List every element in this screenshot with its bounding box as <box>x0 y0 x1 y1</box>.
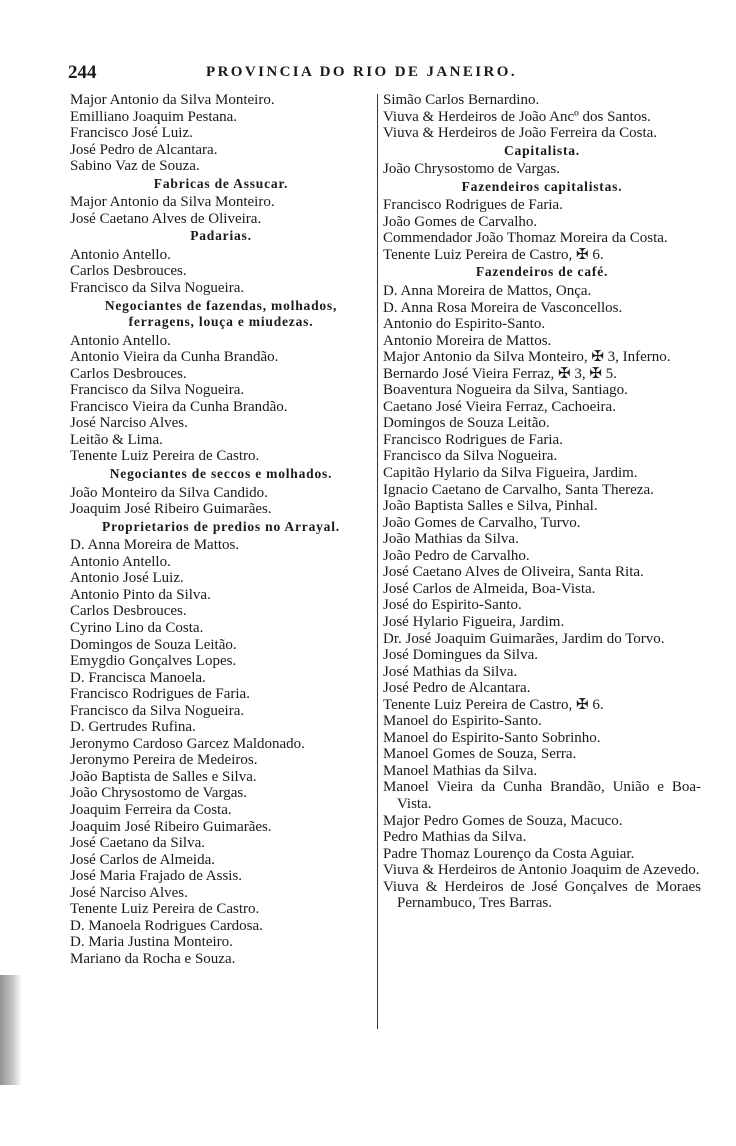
list-entry: D. Manoela Rodrigues Cardosa. <box>70 917 263 934</box>
list-entry: Padre Thomaz Lourenço da Costa Aguiar. <box>383 845 635 862</box>
list-entry: José Maria Frajado de Assis. <box>70 868 243 885</box>
right-column <box>383 92 701 912</box>
section-heading: Fazendeiros capitalistas. <box>461 178 623 194</box>
list-entry: João Baptista Salles e Silva, Pinhal. <box>383 498 598 515</box>
list-entry: Mariano da Rocha e Souza. <box>70 950 236 967</box>
list-entry: D. Maria Justina Monteiro. <box>70 934 233 951</box>
list-entry: Emilliano Joaquim Pestana. <box>70 108 238 125</box>
list-entry: José Pedro de Alcantara. <box>383 680 531 697</box>
list-entry: Antonio Moreira de Mattos. <box>383 332 552 349</box>
list-entry: João Mathias da Silva. <box>383 531 519 548</box>
section-heading: Proprietarios de predios no Arrayal. <box>102 518 340 534</box>
list-entry: Francisco Vieira da Cunha Brandão. <box>70 398 288 415</box>
list-entry: Francisco da Silva Nogueira. <box>383 448 558 465</box>
list-entry: José Carlos de Almeida. <box>70 851 215 868</box>
list-entry: José Hylario Figueira, Jardim. <box>383 613 565 630</box>
list-entry: José Caetano da Silva. <box>70 835 205 852</box>
list-entry: Viuva & Herdeiros de Antonio Joaquim de Azevedo. <box>383 862 700 879</box>
list-entry: D. Gertrudes Rufina. <box>70 719 196 736</box>
list-entry: João Chrysostomo de Vargas. <box>70 785 247 802</box>
list-entry: Francisco Rodrigues de Faria. <box>70 686 250 703</box>
section-heading: Padarias. <box>190 228 252 244</box>
list-entry: Antonio do Espirito-Santo. <box>383 316 546 333</box>
list-entry: Carlos Desbrouces. <box>70 263 187 280</box>
list-entry: João Gomes de Carvalho, Turvo. <box>383 514 581 531</box>
left-column <box>70 92 372 967</box>
list-entry: José Mathias da Silva. <box>383 663 518 680</box>
list-entry: Major Antonio da Silva Monteiro. <box>70 194 275 211</box>
list-entry: Francisco Rodrigues de Faria. <box>383 197 563 214</box>
list-entry: José Carlos de Almeida, Boa-Vista. <box>383 580 596 597</box>
list-entry: Leitão & Lima. <box>70 431 163 448</box>
list-entry: D. Francisca Manoela. <box>70 669 206 686</box>
list-entry: José Caetano Alves de Oliveira, Santa Rita. <box>383 564 644 581</box>
list-entry: José Caetano Alves de Oliveira. <box>70 210 262 227</box>
list-entry: Tenente Luiz Pereira de Castro, ✠ 6. <box>383 246 604 263</box>
list-entry: Carlos Desbrouces. <box>70 603 187 620</box>
list-entry: Bernardo José Vieira Ferraz, ✠ 3, ✠ 5. <box>383 365 617 382</box>
list-entry: Francisco da Silva Nogueira. <box>70 702 245 719</box>
list-entry: Major Antonio da Silva Monteiro. <box>70 92 275 108</box>
list-entry: Manoel Vieira da Cunha Brandão, União e Boa-Vista. <box>383 779 701 812</box>
list-entry: Joaquim José Ribeiro Guimarães. <box>70 818 272 835</box>
list-entry: José Pedro de Alcantara. <box>70 141 218 158</box>
list-entry: D. Anna Rosa Moreira de Vasconcellos. <box>383 299 623 316</box>
list-entry: Francisco Rodrigues de Faria. <box>383 431 563 448</box>
list-entry: Francisco José Luiz. <box>70 125 193 142</box>
list-entry: Domingos de Souza Leitão. <box>383 415 550 432</box>
list-entry: Antonio Antello. <box>70 553 171 570</box>
list-entry: Manoel do Espirito-Santo. <box>383 713 542 730</box>
section-heading: Capitalista. <box>504 142 580 158</box>
list-entry: Sabino Vaz de Souza. <box>70 158 200 175</box>
list-entry: Dr. José Joaquim Guimarães, Jardim do Torvo. <box>383 630 665 647</box>
list-entry: Francisco da Silva Nogueira. <box>70 280 245 297</box>
list-entry: Major Antonio da Silva Monteiro, ✠ 3, Inferno. <box>383 349 671 366</box>
list-entry: Jeronymo Pereira de Medeiros. <box>70 752 258 769</box>
list-entry: Cyrino Lino da Costa. <box>70 619 204 636</box>
list-entry: Capitão Hylario da Silva Figueira, Jardim. <box>383 465 638 482</box>
list-entry: João Baptista de Salles e Silva. <box>70 768 257 785</box>
list-entry: Viuva & Herdeiros de João Ferreira da Costa. <box>383 125 658 142</box>
list-entry: Simão Carlos Bernardino. <box>383 92 540 108</box>
list-entry: Viuva & Herdeiros de José Gonçalves de Moraes Pernambuco, Tres Barras. <box>383 878 701 912</box>
list-entry: Antonio Pinto da Silva. <box>70 586 211 603</box>
list-entry: Pedro Mathias da Silva. <box>383 829 527 846</box>
list-entry: Antonio Antello. <box>70 246 171 263</box>
list-entry: Francisco da Silva Nogueira. <box>70 382 245 399</box>
list-entry: Domingos de Souza Leitão. <box>70 636 237 653</box>
column-divider <box>377 94 378 1029</box>
list-entry: José Narciso Alves. <box>70 415 188 432</box>
section-heading: Negociantes de seccos e molhados. <box>109 466 333 482</box>
list-entry: Antonio José Luiz. <box>70 570 184 587</box>
page-number: 244 <box>68 62 97 83</box>
list-entry: Caetano José Vieira Ferraz, Cachoeira. <box>383 398 616 415</box>
list-entry: Emygdio Gonçalves Lopes. <box>70 653 237 670</box>
list-entry: Major Pedro Gomes de Souza, Macuco. <box>383 812 623 829</box>
list-entry: Ignacio Caetano de Carvalho, Santa Thereza. <box>383 481 654 498</box>
list-entry: Joaquim José Ribeiro Guimarães. <box>70 501 272 518</box>
list-entry: Tenente Luiz Pereira de Castro. <box>70 448 260 465</box>
section-heading: Fazendeiros de café. <box>475 264 609 280</box>
running-header <box>68 62 700 84</box>
list-entry: Tenente Luiz Pereira de Castro. <box>70 901 260 918</box>
list-entry: Viuva & Herdeiros de João Ancº dos Santos. <box>383 108 651 125</box>
list-entry: Antonio Antello. <box>70 332 171 349</box>
list-entry: Jeronymo Cardoso Garcez Maldonado. <box>70 735 305 752</box>
list-entry: João Chrysostomo de Vargas. <box>383 161 560 178</box>
list-entry: João Monteiro da Silva Candido. <box>70 484 268 501</box>
list-entry: João Gomes de Carvalho. <box>383 213 538 230</box>
section-heading: Fabricas de Assucar. <box>153 175 289 191</box>
list-entry: Tenente Luiz Pereira de Castro, ✠ 6. <box>383 696 604 713</box>
list-entry: José Domingues da Silva. <box>383 647 538 664</box>
list-entry: João Pedro de Carvalho. <box>383 547 530 564</box>
list-entry: D. Anna Moreira de Mattos. <box>70 537 240 554</box>
list-entry: D. Anna Moreira de Mattos, Onça. <box>383 283 592 300</box>
list-entry: José do Espirito-Santo. <box>383 597 522 614</box>
list-entry: Manoel Mathias da Silva. <box>383 762 538 779</box>
scan-edge-shadow <box>0 975 22 1085</box>
list-entry: Manoel Gomes de Souza, Serra. <box>383 746 577 763</box>
list-entry: Manoel do Espirito-Santo Sobrinho. <box>383 729 601 746</box>
list-entry: Antonio Vieira da Cunha Brandão. <box>70 349 279 366</box>
list-entry: Joaquim Ferreira da Costa. <box>70 801 232 818</box>
list-entry: José Narciso Alves. <box>70 884 188 901</box>
page-title: PROVINCIA DO RIO DE JANEIRO. <box>206 64 517 80</box>
list-entry: Commendador João Thomaz Moreira da Costa. <box>383 230 668 247</box>
list-entry: Carlos Desbrouces. <box>70 365 187 382</box>
section-heading: Negociantes de fazendas, molhados, ferragens, louça e miudezas. <box>104 297 338 330</box>
list-entry: Boaventura Nogueira da Silva, Santiago. <box>383 382 628 399</box>
